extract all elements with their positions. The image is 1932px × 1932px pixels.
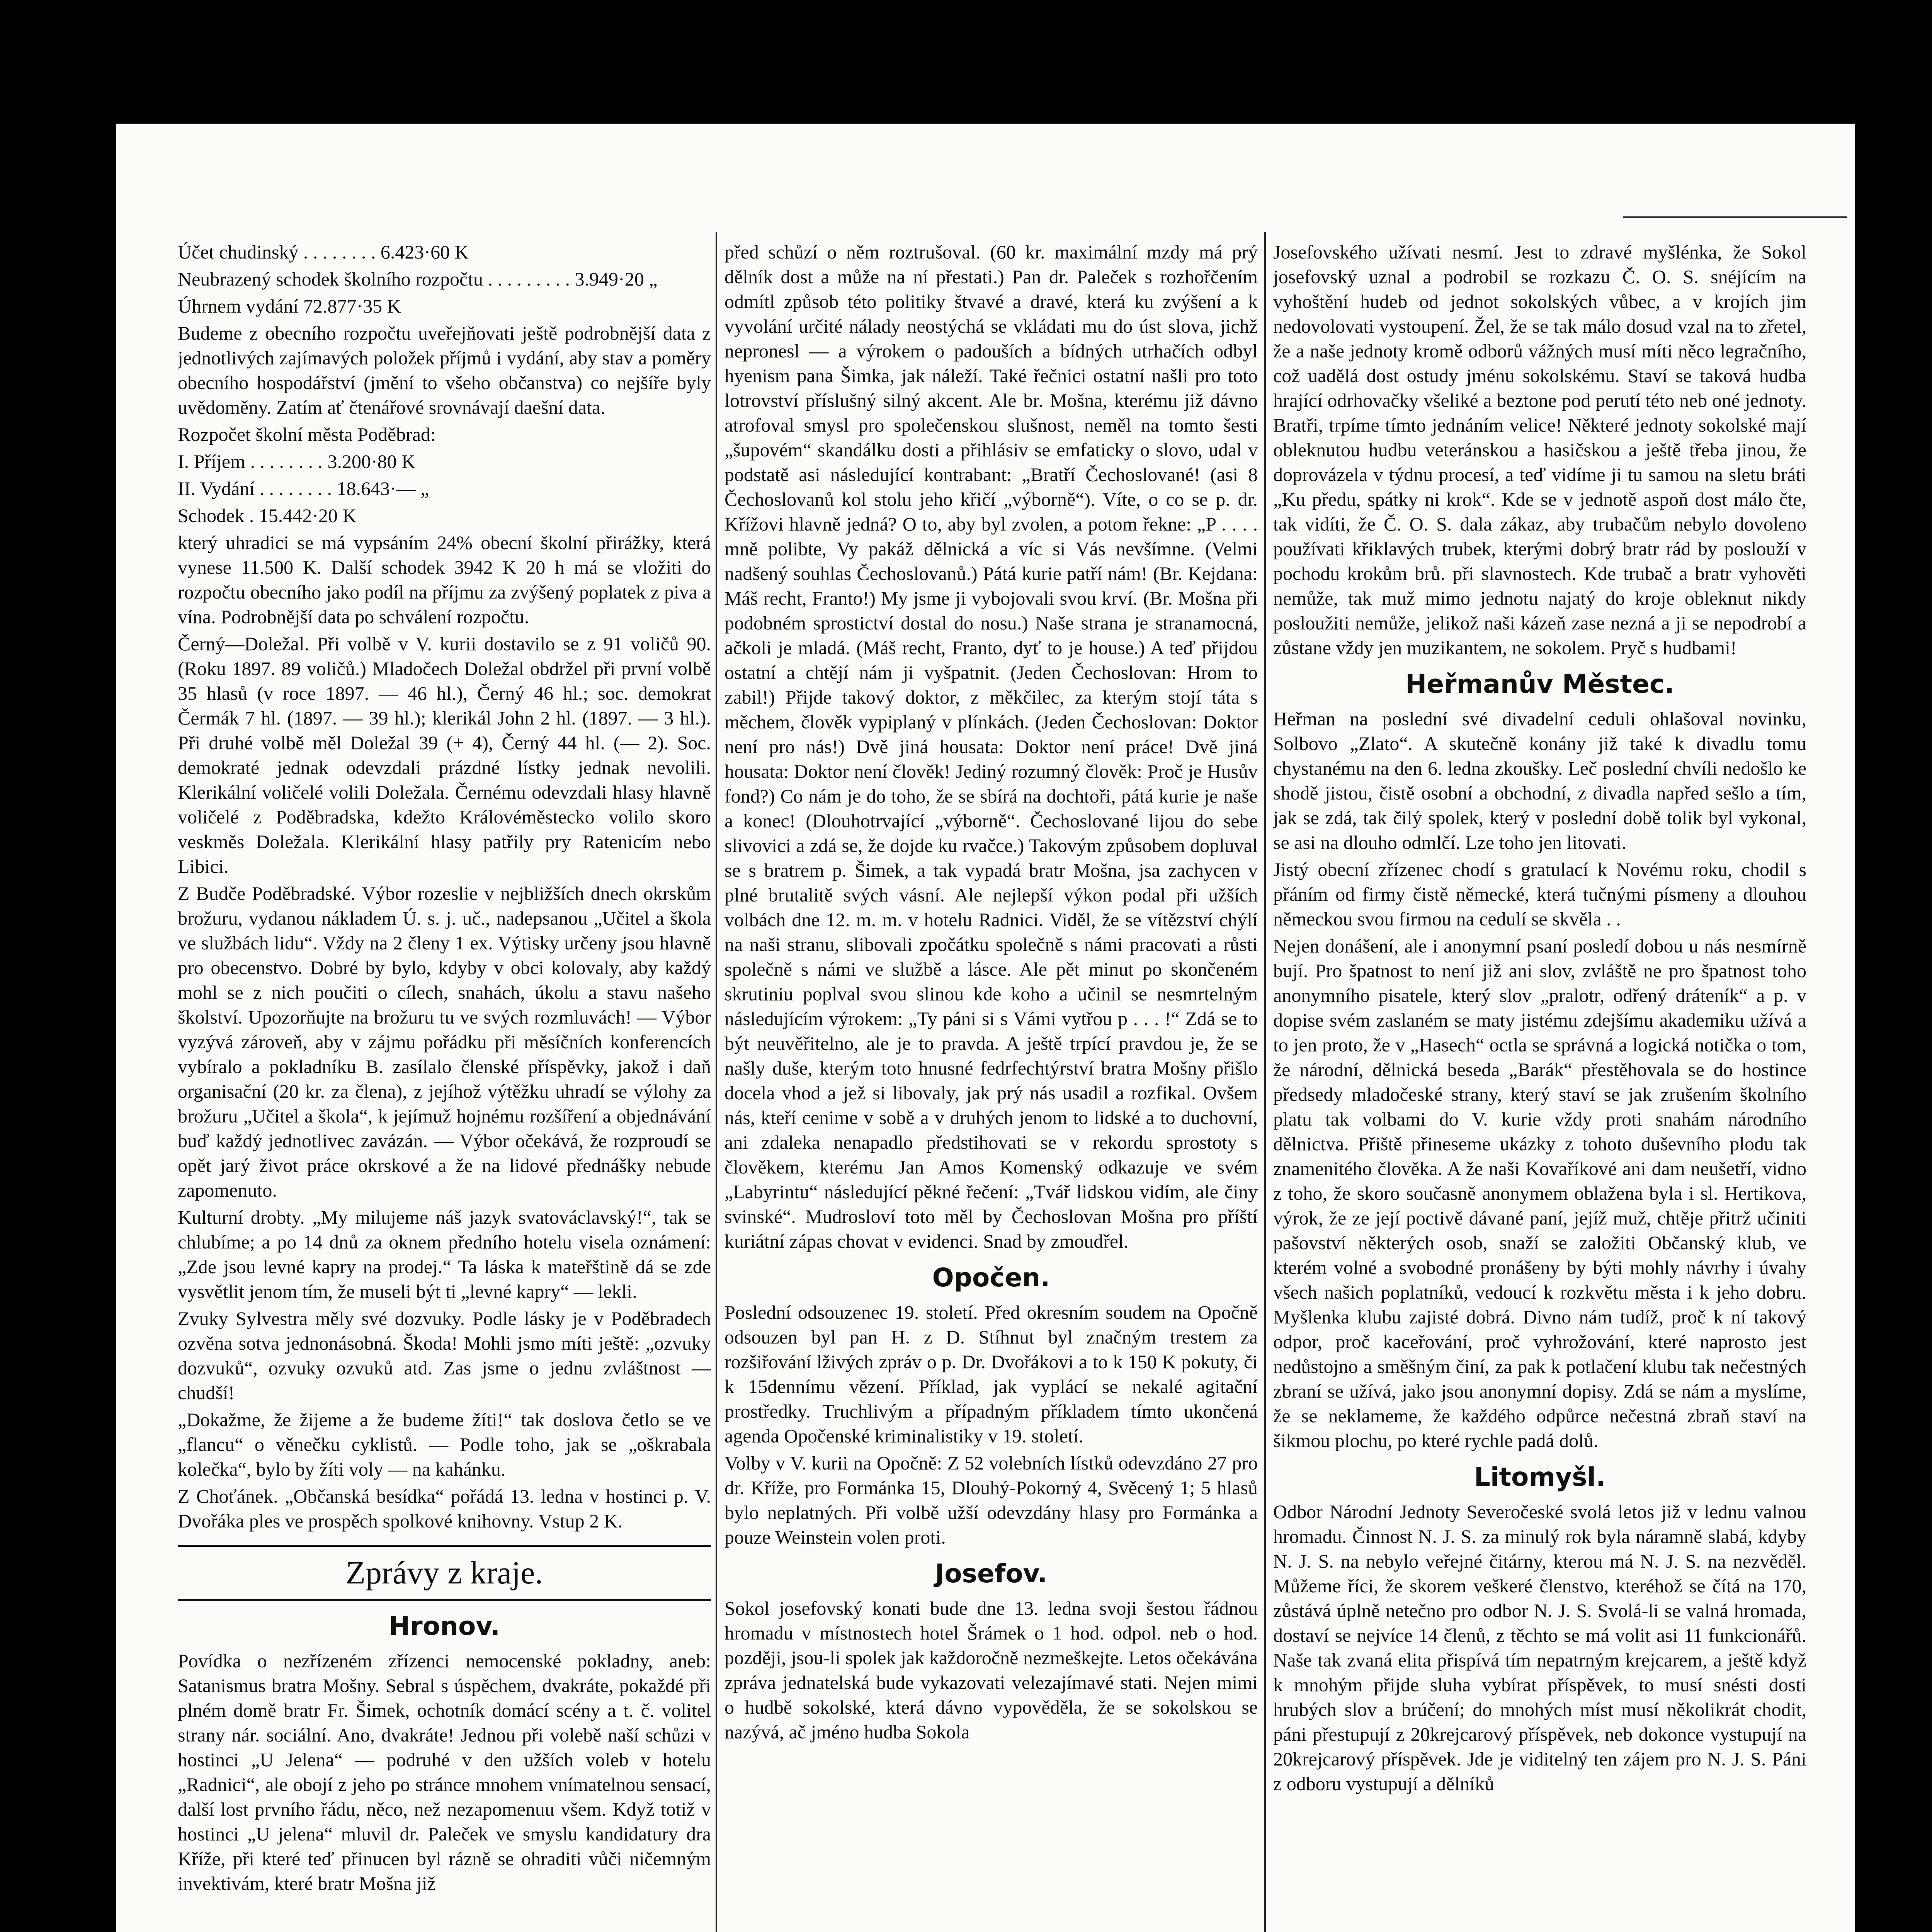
paragraph: Schodek . 15.442·20 K xyxy=(178,505,357,526)
paragraph: Z Choťánek. „Občanská besídka“ pořádá 13. ledna v hostinci p. V. Dvořáka ples ve prospěch spolkové knihovny. Vstup 2 K. xyxy=(178,1485,711,1532)
paragraph: Povídka o nezřízeném zřízenci nemocenské pokladny, aneb: Satanismus bratra Mošny. Sebral s úspěchem, dvakráte, pokaždé při plném domě bratr Fr. Šimek, ochotník domácí scény a t. č. volitel strany nár. sociální. Ano, dvakráte! Jednou při volebě naší schůzi v hostinci „U Jelena“ — podruhé v den užších voleb v hotelu „Radnici“, ale obojí z jeho po stránce mnohem vnímatelnou sensací, další lost prvního řádu, něco, než nezapomenuu všem. Když totiž v hostinci „U jelena“ mluvil dr. Paleček ve smyslu kandidatury dra Kříže, při které teď přinucen byl rázně se ohraditi vůči ničemným invektivám, které bratr Mošna již xyxy=(178,1650,711,1894)
paragraph: Heřman na poslední své divadelní ceduli ohlašoval novinku, Solbovo „Zlato“. A skutečně konány již také k divadlu tomu chystanému na den 6. ledna zkoušky. Leč poslední chvíli nedošlo ke shodě jistou, čistě osobní a obchodní, z divadla napřed sešlo a tím, jak se zdá, tak čilý spolek, který v poslední době tolik byl vykonal, se asi na dlouho odmlčí. Lze toho jen litovati. xyxy=(1273,708,1806,853)
column-divider xyxy=(1264,232,1266,1932)
newspaper-page xyxy=(116,124,1855,1932)
paragraph: před schůzí o něm roztrušoval. (60 kr. maximální mzdy má prý dělník dost a může na ní přestati.) Pan dr. Paleček s rozhořčením odmítl způsob této politiky štvavé a dravé, která ku zvýšení a k vyvolání určité nálady neostýchá se vkládati mu do úst slova, jichž nepronesl — a výrokem o padouších a bídných utrhačích odbyl hyenism pana Šimka, jak náleží. Také řečnici ostatní našli pro toto lotrovství příslušný silný akcent. Ale br. Mošna, kterému již dávno atrofoval smysl pro společenskou slušnost, neměl na tomto šesti „šupovém“ skandálku dosti a přihlásiv se emfaticky o slovo, udal v podstatě asi následující kontrabant: „Bratří Čechoslované! (asi 8 Čechoslovanů kol stolu jeho křičí „výborně“). Víte, o co se p. dr. Křížovi hlavně jedná? O to, aby byl zvolen, a potom řekne: „P . . . . mně polibte, Vy pakáž dělnická a víc si Vás nevšímne. (Velmi nadšený souhlas Čechoslovanů.) Pátá kurie patří nám! (Br. Kejdana: Máš recht, Franto!) My jsme ji vybojovali svou krví. (Br. Mošna při podobném sprostictví dostal do nosu.) Naše strana je stranamocná, ačkoli je mladá. (Máš recht, Franto, dyť to je house.) A teď přijdou ostatní a chtějí nám ji vyšpatnit. (Jeden Čechoslovan: Hrom to zabil!) Přijde takový doktor, z měkčilec, za kterým stojí táta s měchem, člověk vypiplaný v plínkách. (Jeden Čechoslovan: Doktor není pro nás!) Dvě jiná housata: Doktor není práce! Dvě jiná housata: Doktor není člověk! Jediný rozumný člověk: Proč je Husův fond?) Co nám je do toho, že se sbírá na dochtoři, pátá kurie je naše a konec! (Dlouhotrvající „výborně“. Čechoslované lijou do sebe slivovici a zdá se, že dojde ku rvačce.) Takovým způsobem dopluval se s bratrem p. Šimek, a tak vypadá bratr Mošna, jsa zachycen v plné brutalitě svých vásní. Ale nejlepší výkon podal při užších volbách dne 12. m. m. v hotelu Radnici. Viděl, že se vítězství chýlí na naši stranu, slibovali zpočátku společně s námi pracovati a růsti společně s námi ve službě a lásce. Ale pět minut po skončeném skrutiniu poplval svou slinou kde koho a učinil se nesmrtelným následujícím výrokem: „Ty páni si s Vámi vytřou p . . . !“ Zdá se to být neuvěřitelno, ale je to pravda. A ještě trpící pravdou je, že se našly duše, kterým toto hnusné fedrfechtýrství bratra Mošny přišlo docela vhod a jež si libovaly, jak prý nás usadil a rozfikal. Ovšem nás, kteří cenime v sobě a v druhých jenom to lidské a to duchovní, ani zdaleka nenapadlo předstihovati se v rekordu sprostoty s člověkem, kterému Jan Amos Komenský odkazuje ve svém „Labyrintu“ následující pěkné řečení: „Tvář lidskou vidím, ale činy svinské“. Mudrosloví toto měl by Čechoslovan Mošna pro příští kuriátní zápas chovat v evidenci. Snad by zmoudřel. xyxy=(724,241,1258,1252)
section-heading: Zprávy z kraje. xyxy=(178,1545,711,1601)
paragraph: Kulturní drobty. „My milujeme náš jazyk svatováclavský!“, tak se chlubíme; a po 14 dnů za oknem předního hotelu visela oznámení: „Zde jsou levné kapry na prodej.“ Ta láska k mateřštině dá se zde vysvětlit jenom tím, že museli být ti „levné kapry“ — lekli. xyxy=(178,1206,711,1302)
paragraph: Z Budče Poděbradské. Výbor rozeslie v nejbližších dnech okrskům brožuru, vydanou nákladem Ú. s. j. uč., nadepsanou „Učitel a škola ve službách lidu“. Vždy na 2 členy 1 ex. Výtisky určeny jsou hlavně pro obecenstvo. Dobré by bylo, kdyby v obci kolovaly, aby každý mohl se z nich poučiti o cílech, snahách, úkolu a stavu našeho školství. Upozorňujte na brožuru tu ve svých rozmluvách! — Výbor vyzývá zároveň, aby v zájmu pořádku při měsíčních konferencích vybíralo a pokladníku B. zasílalo členské příspěvky, jakož i daň organisační (20 kr. za člena), z jejíhož výtěžku uhradí se výlohy za brožuru „Učitel a škola“, k jejímuž hojnému rozšíření a objednávání buď každý jednotlivec zavázán. — Výbor očekává, že rozproudí se opět jarý život práce okrskové a že na lidové přednášky nebude zapomenuto. xyxy=(178,883,711,1201)
paragraph: Josefovského užívati nesmí. Jest to zdravé myšlénka, že Sokol josefovský uznal a podrobil se rozkazu Č. O. S. snéjícím na vyhoštění hudeb od jednot sokolských vůbec, a v krojích jim nedovolovati vystoupení. Žel, že se tak málo dosud vzal na to zřetel, že a naše jednoty kromě odborů vážných musí míti něco legračního, což uadělá dost ostudy jménu sokolskému. Staví se taková hudba hrající odrhovačky všeliké a beztone pod perutí této neb oné jednoty. Bratři, trpíme tímto jednáním velice! Některé jednoty sokolské mají obleknutou hudbu veteránskou a hasičskou a ještě třeba jinou, že doprovázela v týdnu procesí, a teď vidíme ji tu samou na sletu bráti „Ku předu, spátky ni krok“. Kde se v jednotě aspoň dost málo čte, tak vidíti, že Č. O. S. dala zákaz, aby trubačům nebylo dovoleno používati křiklavých trubek, kterými dobrý bratr rád by poslouží v pochodu krokům brů. při slavnostech. Kde trubač a bratr vyhověti nemůže, tak muž mimo jednotu najatý do kroje obleknut nikdy posloužiti nemůže, jelikož naši kázeň zase nezná a ji se nepodrobí a zůstane vždy jen muzikantem, ne sokolem. Pryč s hudbami! xyxy=(1273,241,1806,658)
paragraph: Nejen donášení, ale i anonymní psaní posledí dobou u nás nesmírně bují. Pro špatnost to není již ani slov, zvláště ne pro špatnost toho anonymního pisatele, který slov „pralotr, odřený dráteník“ a p. v dopise svém zaslaném se maty jistému zdejšímu akademiku užívá a to jen proto, že v „Hasech“ octla se správná a logická notička o tom, že národní, dělnická beseda „Barák“ přestěhovala se do hostince předsedy mladočeské strany, který staví se jak zrušením školního platu tak volbami do V. kurie vždy proti snahám národního dělnictva. Přiště přineseme ukázky z tohoto duševního plodu tak znamenitého člověka. A že naši Kovaříkové ani dam neušetří, vidno z toho, že skoro současně anonymem oblažena byla i sl. Hertikova, výrok, že ze její poctivě dávané paní, jejíž muž, chtěje přitrž učiniti pašovství některých osob, snaží se založiti Občanský klub, ve kterém volné a svobodné pronášeny by býti mohly návrhy i úvahy všech našich poplatníků, vedoucí k rozkvětu města i k jeho dobru. Myšlenka klubu zajisté dobrá. Divno nám tudíž, proč k ní takový odpor, proč kaceřování, proč vyhrožování, které naprosto jest nedůstojno a směšným činí, za pak k potlačení klubu tak nečestných zbraní se užívá, jako jsou anonymní dopisy. Zdá se nám a myslíme, že se neklameme, že každého odpůrce nečestná zbraň staví na šikmou plochu, po které rychle padá dolů. xyxy=(1273,935,1806,1451)
article-heading: Heřmanův Městec. xyxy=(1405,669,1675,699)
paragraph: Volby v V. kurii na Opočně: Z 52 volebních lístků odevzdáno 27 pro dr. Kříže, pro Formánka 15, Dlouhý-Pokorný 4, Svěcený 1; 5 hlasů bylo neplatných. Při volbě užší odevzdány hlasy pro Formánka a pouze Weinstein volen proti. xyxy=(724,1452,1258,1548)
paragraph: „Dokažme, že žijeme a že budeme žíti!“ tak doslova četlo se ve „flancu“ o věnečku cyklistů. — Podle toho, jak se „oškrabala kolečka“, bylo by žíti voly — na kahánku. xyxy=(178,1409,711,1480)
paragraph: Sokol josefovský konati bude dne 13. ledna svoji šestou řádnou hromadu v místnostech hotel Šrámek o 1 hod. odpol. neb o hod. později, jsou-li spolek jak každoročně nezmeškejte. Letos očekávána zpráva jednatelská bude vykazovati velezajímavé stati. Nejen mimi o hudbě sokolské, která dávno vypověděla, že se sokolskou se nazývá, ač jméno hudba Sokola xyxy=(724,1597,1258,1743)
paragraph: Jistý obecní zřízenec chodí s gratulací k Novému roku, chodil s přáním od firmy čistě německé, která tučnými písmeny a dlouhou německou svou firmou na cedulí se skvěla . . xyxy=(1273,859,1806,930)
paragraph: Odbor Národní Jednoty Severočeské svolá letos již v lednu valnou hromadu. Činnost N. J. S. za minulý rok byla náramně slabá, kdyby N. J. S. na nebylo veřejné čitárny, kterou má N. J. S. na nezvěděl. Můžeme říci, že skorem veškeré členstvo, kteréhož se čítá na 170, zůstává úplně netečno pro odbor N. J. S. Svolá-li se valná hromada, dostaví se nejvíce 14 členů, z těchto se má volit asi 11 funkcionářů. Naše tak zvaná elita přispívá tím nepatrným krejcarem, a ještě když k mnohým přijde sluha vybírat příspěvek, to musí snésti dosti hrubých slov a brúčení; do mnohých míst musí několikrát chodit, páni přestupují z 20krejcarový příspěvek, neb dokonce vystupují na 20krejcarový příspěvek. Jde je viditelný ten zájem pro N. J. S. Páni z odboru vystupují a dělníků xyxy=(1273,1501,1806,1794)
paragraph: Úhrnem vydání 72.877·35 K xyxy=(178,295,401,317)
article-heading: Opočen. xyxy=(932,1263,1050,1293)
column-1 xyxy=(178,240,711,1932)
article-heading: Litomyšl. xyxy=(1474,1462,1606,1492)
article-heading: Josefov. xyxy=(935,1559,1048,1588)
paragraph: Poslední odsouzenec 19. století. Před okresním soudem na Opočně odsouzen byl pan H. z D. Stíhnut byl značným trestem za rozšiřování lživých zpráv o p. Dr. Dvořákovi a to k 150 K pokuty, či k 15dennímu vězení. Příklad, jak vyplácí se nekalé agitační prostředky. Truchlivým a případným příkladem tímto ukončená agenda Opočenské kriminalistiky v 19. století. xyxy=(724,1301,1258,1447)
paragraph: který uhradici se má vypsáním 24% obecní školní přirážky, která vynese 11.500 K. Další schodek 3942 K 20 h má se vložiti do rozpočtu obecního jako podíl na příjmu za zvýšený poplatek z piva a vína. Podrobnější data po schválení rozpočtu. xyxy=(178,532,711,628)
paragraph: Rozpočet školní města Poděbrad: xyxy=(178,423,436,445)
paragraph: Neubrazený schodek školního rozpočtu . . . . . . . . . 3.949·20 „ xyxy=(178,268,658,290)
column-divider xyxy=(716,232,717,1932)
paragraph: II. Vydání . . . . . . . . 18.643·— „ xyxy=(178,478,429,499)
paragraph: I. Příjem . . . . . . . . 3.200·80 K xyxy=(178,451,416,472)
header-rule xyxy=(1623,139,1847,218)
paragraph: Zvuky Sylvestra měly své dozvuky. Podle lásky je v Poděbradech ozvěna sotva jednonásobná. Škoda! Mohli jsmo míti ještě: „ozvuky dozvuků“, ozvuky ozvuků atd. Zas jsme o jednu zvláštnost — chudší! xyxy=(178,1308,711,1403)
column-3 xyxy=(1273,240,1806,1932)
article-heading: Hronov. xyxy=(388,1611,500,1641)
paragraph: Budeme z obecního rozpočtu uveřejňovati ještě podrobnější data z jednotlivých zajímavých položek příjmů i vydání, aby stav a poměry obecního hospodářství (jmění to všeho občanstva) co nejšíře byly uvědoměny. Zatím ať čtenářové srovnávají daešní data. xyxy=(178,322,711,418)
column-2 xyxy=(724,240,1258,1932)
paragraph: Účet chudinský . . . . . . . . 6.423·60 K xyxy=(178,241,469,263)
paragraph: Černý—Doležal. Při volbě v V. kurii dostavilo se z 91 voličů 90. (Roku 1897. 89 voličů.) Mladočech Doležal obdržel při první volbě 35 hlasů (v roce 1897. — 46 hl.), Černý 46 hl.; soc. demokrat Čermák 7 hl. (1897. — 39 hl.); klerikál John 2 hl. (1897. — 3 hl.). Při druhé volbě měl Doležal 39 (+ 4), Černý 44 hl. (— 2). Soc. demokraté jednak odevzdali prázdné lístky jednak nevolili. Klerikální voličelé volili Doležala. Černému odevzdali hlasy hlavně voličelé z Poděbradska, kdežto Královéměstecko volilo skoro veskměs Doležala. Klerikální hlasy patřily pry Ratenicím nebo Libici. xyxy=(178,633,711,877)
